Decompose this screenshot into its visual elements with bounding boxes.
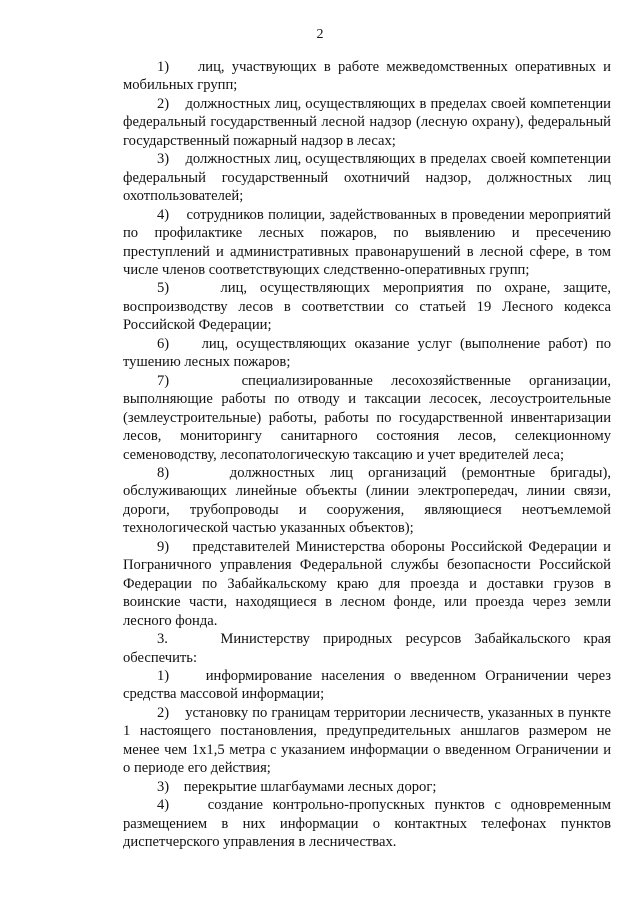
list-item-forest-protection-persons: 5) лиц, осуществляющих мероприятия по охране, защите, воспроизводству лесов в соответствии со статьей 19 Лесного кодекса Российской Федерации; (123, 280, 611, 334)
list-item-firefighting-service-persons: 6) лиц, осуществляющих оказание услуг (выполнение работ) по тушению лесных пожаров; (123, 335, 611, 371)
list-item-linear-object-maintenance: 8) должностных лиц организаций (ремонтные бригады), обслуживающих линейные объекты (линии электропередач, линии связи, дороги, трубопроводы и сооружения, являющиеся неотъемлемой технологической частью указанных объектов); (123, 464, 611, 537)
list-item-forest-fire-supervision-officials: 2) должностных лиц, осуществляющих в пределах своей компетенции федеральный государственный лесной надзор (лесную охрану), федеральный государственный пожарный надзор в лесах; (123, 95, 611, 149)
list-item-police-officers: 4) сотрудников полиции, задействованных в проведении мероприятий по профилактике лесных пожаров, по выявлению и пресечению преступлений и административных правонарушений в лесной сфере, в том числе членов соответствующих следственно-оперативных групп; (123, 206, 611, 278)
list-item-specialized-forestry-organizations: 7) специализированные лесохозяйственные организации, выполняющие работы по отводу и таксации лесосек, лесоустроительные (землеустроительные) работы, работы по государственной инвентаризации лесов, мониторингу санитарного состояния лесов, селекционному семеноводству, лесопатологическую таксацию и учет вредителей леса; (123, 372, 611, 463)
list-item-hunting-supervision-officials: 3) должностных лиц, осуществляющих в пределах своей компетенции федеральный государственный охотничий надзор, должностных лиц охотпользователей; (123, 151, 611, 205)
list-item-persons-interagency-groups: 1) лиц, участвующих в работе межведомственных оперативных и мобильных групп; (123, 59, 611, 94)
list-item-defense-and-border-service: 9) представителей Министерства обороны Российской Федерации и Пограничного управления Федеральной службы безопасности Российской Федерации по Забайкальскому краю для проезда и доставки грузов в воинские части, находящиеся в лесном фонде, или проезда через земли лесного фонда. (123, 538, 611, 629)
page-number: 2 (316, 27, 324, 42)
list-item-road-barriers: 3) перекрытие шлагбаумами лесных дорог; (157, 778, 437, 795)
document-body (123, 58, 611, 851)
list-item-public-information: 1) информирование населения о введенном Ограничении через средства массовой информации; (123, 667, 611, 703)
list-item-warning-signs: 2) установку по границам территории лесничеств, указанных в пункте 1 настоящего постановления, предупредительных аншлагов размером не менее чем 1х1,5 метра с указанием информации о введенном Ограничении и о периоде его действия; (123, 704, 611, 777)
list-item-checkpoints: 4) создание контрольно-пропускных пунктов с одновременным размещением в них информации о контактных телефонах пунктов диспетчерского управления в лесничествах. (123, 797, 611, 851)
section-3-ministry-obligations: 3. Министерству природных ресурсов Забайкальского края обеспечить: (123, 631, 611, 666)
